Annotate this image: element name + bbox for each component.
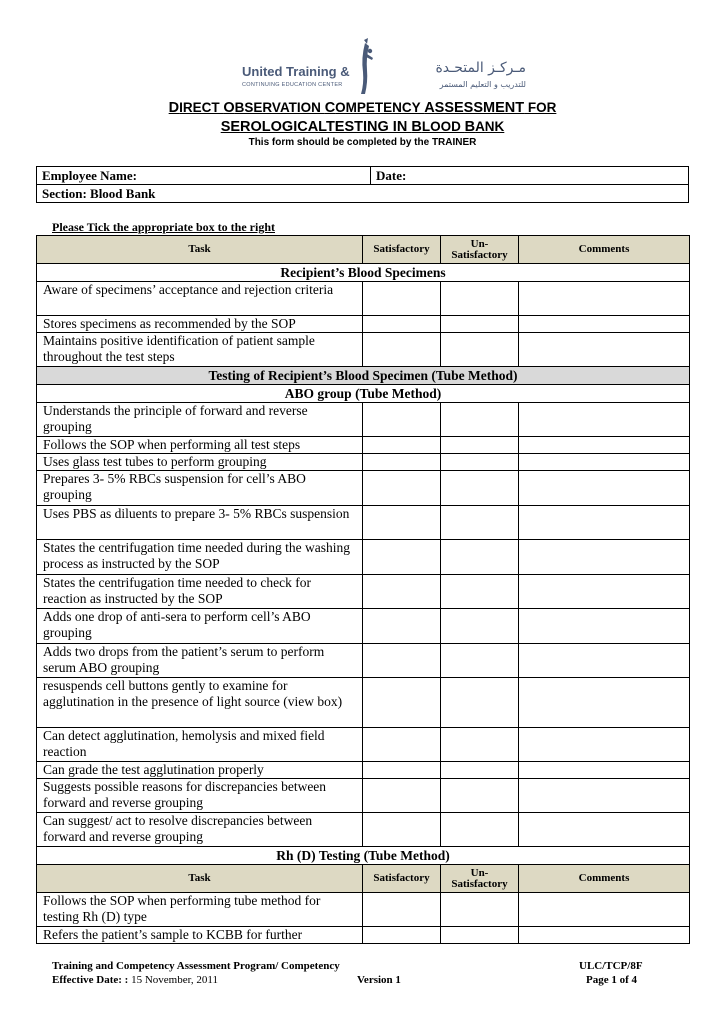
satisfactory-checkbox[interactable] xyxy=(363,437,441,454)
logo-subtitle-en: CONTINUING EDUCATION CENTER xyxy=(242,82,343,88)
task-text: Aware of specimens’ acceptance and rejection criteria xyxy=(37,282,363,316)
unsatisfactory-checkbox[interactable] xyxy=(441,403,519,437)
comments-field[interactable] xyxy=(519,813,690,847)
table-header-row xyxy=(37,236,690,264)
header-task: Task xyxy=(37,865,363,893)
date-label: Date: xyxy=(376,167,407,183)
employee-info-table xyxy=(36,166,689,203)
satisfactory-checkbox[interactable] xyxy=(363,471,441,506)
unsatisfactory-checkbox[interactable] xyxy=(441,728,519,762)
task-text: Suggests possible reasons for discrepancies between forward and reverse grouping xyxy=(37,779,363,813)
comments-field[interactable] xyxy=(519,728,690,762)
comments-field[interactable] xyxy=(519,454,690,471)
comments-field[interactable] xyxy=(519,779,690,813)
footer-effective-date: Effective Date: : 15 November, 2011 xyxy=(52,974,218,986)
unsatisfactory-checkbox[interactable] xyxy=(441,282,519,316)
comments-field[interactable] xyxy=(519,575,690,609)
competency-table-body xyxy=(37,236,690,944)
task-row xyxy=(37,333,690,367)
unsatisfactory-checkbox[interactable] xyxy=(441,471,519,506)
comments-field[interactable] xyxy=(519,403,690,437)
section-header: Testing of Recipient’s Blood Specimen (Tube Method) xyxy=(37,367,690,385)
section-header: Recipient’s Blood Specimens xyxy=(37,264,690,282)
satisfactory-checkbox[interactable] xyxy=(363,762,441,779)
task-row xyxy=(37,678,690,728)
unsatisfactory-checkbox[interactable] xyxy=(441,437,519,454)
comments-field[interactable] xyxy=(519,893,690,927)
unsatisfactory-checkbox[interactable] xyxy=(441,454,519,471)
satisfactory-checkbox[interactable] xyxy=(363,893,441,927)
logo-name-ar: مـركـز المتحـدة xyxy=(435,60,526,76)
satisfactory-checkbox[interactable] xyxy=(363,540,441,575)
task-row xyxy=(37,282,690,316)
comments-field[interactable] xyxy=(519,762,690,779)
satisfactory-checkbox[interactable] xyxy=(363,728,441,762)
task-row xyxy=(37,813,690,847)
task-text: Refers the patient’s sample to KCBB for further xyxy=(37,927,363,944)
header-unsatisfactory-line1: Un- xyxy=(470,237,489,250)
comments-field[interactable] xyxy=(519,540,690,575)
header-comments: Comments xyxy=(519,865,690,893)
header-unsatisfactory-line1: Un- xyxy=(470,866,489,879)
satisfactory-checkbox[interactable] xyxy=(363,282,441,316)
table-header-row xyxy=(37,865,690,893)
comments-field[interactable] xyxy=(519,282,690,316)
task-row xyxy=(37,471,690,506)
task-text: Can grade the test agglutination properly xyxy=(37,762,363,779)
date-field[interactable] xyxy=(371,167,689,185)
comments-field[interactable] xyxy=(519,644,690,678)
unsatisfactory-checkbox[interactable] xyxy=(441,779,519,813)
task-text: Understands the principle of forward and reverse grouping xyxy=(37,403,363,437)
task-row xyxy=(37,927,690,944)
satisfactory-checkbox[interactable] xyxy=(363,333,441,367)
section-header-row xyxy=(37,264,690,282)
satisfactory-checkbox[interactable] xyxy=(363,316,441,333)
task-row xyxy=(37,575,690,609)
comments-field[interactable] xyxy=(519,609,690,644)
satisfactory-checkbox[interactable] xyxy=(363,403,441,437)
unsatisfactory-checkbox[interactable] xyxy=(441,762,519,779)
satisfactory-checkbox[interactable] xyxy=(363,644,441,678)
satisfactory-checkbox[interactable] xyxy=(363,927,441,944)
section-header-row xyxy=(37,847,690,865)
header-unsatisfactory-line2: Satisfactory xyxy=(451,877,508,890)
header-unsatisfactory xyxy=(441,865,519,893)
task-row xyxy=(37,893,690,927)
section-label: Section: Blood Bank xyxy=(42,185,156,201)
task-text: Prepares 3- 5% RBCs suspension for cell’s ABO grouping xyxy=(37,471,363,506)
task-row xyxy=(37,437,690,454)
logo-subtitle-ar: للتدريب و التعليم المستمر xyxy=(439,80,526,89)
unsatisfactory-checkbox[interactable] xyxy=(441,813,519,847)
task-text: Can suggest/ act to resolve discrepancies between forward and reverse grouping xyxy=(37,813,363,847)
task-row xyxy=(37,609,690,644)
comments-field[interactable] xyxy=(519,316,690,333)
task-text: Adds two drops from the patient’s serum to perform serum ABO grouping xyxy=(37,644,363,678)
form-subtitle: This form should be completed by the TRAINER xyxy=(248,137,477,148)
task-text: States the centrifugation time needed to check for reaction as instructed by the SOP xyxy=(37,575,363,609)
satisfactory-checkbox[interactable] xyxy=(363,575,441,609)
task-row xyxy=(37,316,690,333)
unsatisfactory-checkbox[interactable] xyxy=(441,575,519,609)
unsatisfactory-checkbox[interactable] xyxy=(441,333,519,367)
competency-table xyxy=(36,235,690,944)
satisfactory-checkbox[interactable] xyxy=(363,454,441,471)
employee-name-field[interactable] xyxy=(37,167,371,185)
header-unsatisfactory xyxy=(441,236,519,264)
employee-name-label: Employee Name: xyxy=(42,167,137,183)
form-title-line2: SEROLOGICALTESTING IN BLOOD BANK xyxy=(220,119,505,135)
comments-field[interactable] xyxy=(519,678,690,728)
section-field xyxy=(37,185,689,203)
task-row xyxy=(37,644,690,678)
task-text: Stores specimens as recommended by the SOP xyxy=(37,316,363,333)
footer-code: ULC/TCP/8F xyxy=(579,960,643,972)
header-unsatisfactory-line2: Satisfactory xyxy=(451,248,508,261)
unsatisfactory-checkbox[interactable] xyxy=(441,678,519,728)
satisfactory-checkbox[interactable] xyxy=(363,813,441,847)
task-row xyxy=(37,506,690,540)
task-text: Uses glass test tubes to perform grouping xyxy=(37,454,363,471)
comments-field[interactable] xyxy=(519,333,690,367)
task-row xyxy=(37,403,690,437)
task-text: Follows the SOP when performing all test steps xyxy=(37,437,363,454)
comments-field[interactable] xyxy=(519,471,690,506)
satisfactory-checkbox[interactable] xyxy=(363,678,441,728)
unsatisfactory-checkbox[interactable] xyxy=(441,540,519,575)
task-text: resuspends cell buttons gently to examine for agglutination in the presence of light source (view box) xyxy=(37,678,363,728)
instruction-text: Please Tick the appropriate box to the right xyxy=(52,220,275,234)
logo-name-en: United Training & xyxy=(242,64,350,79)
footer-version: Version 1 xyxy=(357,974,401,986)
section-header: Rh (D) Testing (Tube Method) xyxy=(37,847,690,865)
task-text: States the centrifugation time needed during the washing process as instructed by the SOP xyxy=(37,540,363,575)
task-text: Maintains positive identification of patient sample throughout the test steps xyxy=(37,333,363,367)
unsatisfactory-checkbox[interactable] xyxy=(441,316,519,333)
task-row xyxy=(37,728,690,762)
section-header-row xyxy=(37,367,690,385)
comments-field[interactable] xyxy=(519,927,690,944)
task-row xyxy=(37,540,690,575)
unsatisfactory-checkbox[interactable] xyxy=(441,927,519,944)
footer-page-number: Page 1 of 4 xyxy=(586,974,638,986)
unsatisfactory-checkbox[interactable] xyxy=(441,644,519,678)
unsatisfactory-checkbox[interactable] xyxy=(441,893,519,927)
unsatisfactory-checkbox[interactable] xyxy=(441,609,519,644)
header-task: Task xyxy=(37,236,363,264)
task-text: Uses PBS as diluents to prepare 3- 5% RBCs suspension xyxy=(37,506,363,540)
form-title-line1: DIRECT OBSERVATION COMPETENCY ASSESSMENT FOR xyxy=(168,100,557,116)
task-text: Adds one drop of anti-sera to perform cell’s ABO grouping xyxy=(37,609,363,644)
section-header-row xyxy=(37,385,690,403)
task-row xyxy=(37,454,690,471)
footer-program: Training and Competency Assessment Program/ Competency xyxy=(52,960,340,972)
task-text: Can detect agglutination, hemolysis and mixed field reaction xyxy=(37,728,363,762)
satisfactory-checkbox[interactable] xyxy=(363,506,441,540)
task-text: Follows the SOP when performing tube method for testing Rh (D) type xyxy=(37,893,363,927)
header-comments: Comments xyxy=(519,236,690,264)
comments-field[interactable] xyxy=(519,437,690,454)
header-satisfactory: Satisfactory xyxy=(363,865,441,893)
section-header: ABO group (Tube Method) xyxy=(37,385,690,403)
satisfactory-checkbox[interactable] xyxy=(363,609,441,644)
task-row xyxy=(37,762,690,779)
unsatisfactory-checkbox[interactable] xyxy=(441,506,519,540)
torch-figure-icon xyxy=(355,38,375,96)
comments-field[interactable] xyxy=(519,506,690,540)
header-satisfactory: Satisfactory xyxy=(363,236,441,264)
task-row xyxy=(37,779,690,813)
organization-logo xyxy=(240,38,530,98)
satisfactory-checkbox[interactable] xyxy=(363,779,441,813)
